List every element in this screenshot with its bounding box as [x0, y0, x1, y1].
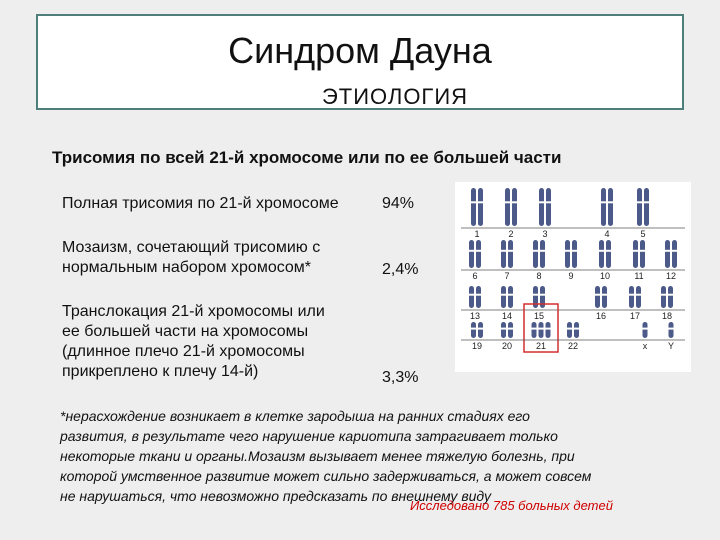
- centromere: [567, 328, 573, 330]
- chromosome-label: 2: [508, 229, 514, 239]
- chromatid: [505, 188, 510, 226]
- karyotype-image: [455, 182, 691, 372]
- chromatid: [669, 322, 674, 338]
- chromatid: [508, 286, 513, 308]
- chromatid: [661, 286, 666, 308]
- centromere: [512, 201, 518, 203]
- chromosome-label: 17: [629, 311, 641, 321]
- karyotype-figure: [455, 182, 691, 372]
- chromosome-label: 18: [661, 311, 673, 321]
- chromosome-label: 16: [595, 311, 607, 321]
- chromatid: [469, 240, 474, 268]
- centromere: [539, 201, 545, 203]
- chromosome-22: [567, 322, 580, 338]
- section-heading: Трисомия по всей 21-й хромосоме или по ее большей части: [52, 148, 562, 167]
- chromosome-2: [505, 188, 518, 226]
- chromatid: [633, 240, 638, 268]
- centromere: [642, 328, 648, 330]
- chromosome-label: 8: [536, 271, 542, 281]
- chromatid: [629, 286, 634, 308]
- centromere: [533, 294, 539, 296]
- chromatid: [640, 240, 645, 268]
- chromatid: [533, 240, 538, 268]
- chromosome-10: [599, 240, 612, 268]
- footnote-line: развития, в результате чего нарушение кариотипа затрагивает только: [60, 428, 558, 444]
- chromatid: [469, 286, 474, 308]
- centromere: [476, 250, 482, 252]
- chromosome-18: [661, 286, 674, 308]
- centromere: [538, 328, 544, 330]
- chromosome-1: [471, 188, 484, 226]
- centromere: [637, 201, 643, 203]
- centromere: [665, 250, 671, 252]
- chromosome-6: [469, 240, 482, 268]
- chromatid: [668, 286, 673, 308]
- chromatid: [471, 188, 476, 226]
- centromere: [540, 294, 546, 296]
- chromatid: [501, 322, 506, 338]
- row-value-mosaicism: 2,4%: [382, 261, 419, 278]
- chromosome-14: [501, 286, 514, 308]
- chromatid: [672, 240, 677, 268]
- centromere: [501, 294, 507, 296]
- centromere: [601, 201, 607, 203]
- chromatid: [539, 188, 544, 226]
- centromere: [545, 328, 551, 330]
- chromosome-label: 20: [501, 341, 513, 351]
- chromosome-9: [565, 240, 578, 268]
- chromosome-label: 10: [599, 271, 611, 281]
- centromere: [668, 294, 674, 296]
- chromatid: [508, 322, 513, 338]
- row-label-line: нормальным набором хромосом*: [62, 259, 312, 276]
- chromatid: [606, 240, 611, 268]
- chromosome-label: 7: [504, 271, 510, 281]
- chromosome-5: [637, 188, 650, 226]
- chromatid: [476, 286, 481, 308]
- row-value-full-trisomy: 94%: [382, 195, 415, 212]
- chromatid: [539, 322, 544, 338]
- slide-title: Синдром Дауна: [228, 30, 492, 71]
- chromatid: [501, 240, 506, 268]
- chromosome-label: 19: [471, 341, 483, 351]
- chromosome-label: 15: [533, 311, 545, 321]
- centromere: [661, 294, 667, 296]
- chromatid: [508, 240, 513, 268]
- row-label-full-trisomy: [62, 194, 339, 214]
- chromatid: [471, 322, 476, 338]
- chromatid: [644, 188, 649, 226]
- row-label-mosaicism: [62, 238, 320, 278]
- centromere: [508, 328, 514, 330]
- chromosome-label: 1: [474, 229, 480, 239]
- chromosome-label: 12: [665, 271, 677, 281]
- chromatid: [608, 188, 613, 226]
- chromatid: [478, 188, 483, 226]
- chromatid: [546, 188, 551, 226]
- chromatid: [565, 240, 570, 268]
- centromere: [533, 250, 539, 252]
- chromatid: [532, 322, 537, 338]
- chromosome-label: 5: [640, 229, 646, 239]
- chromosome-4: [601, 188, 614, 226]
- chromosome-8: [533, 240, 546, 268]
- chromatid: [636, 286, 641, 308]
- footnote-line: не нарушаться, что невозможно предсказать по внешнему виду: [60, 488, 491, 504]
- row-label-line: (длинное плечо 21-й хромосомы: [62, 343, 305, 360]
- centromere: [644, 201, 650, 203]
- chromosome-19: [471, 322, 484, 338]
- centromere: [501, 250, 507, 252]
- centromere: [599, 250, 605, 252]
- centromere: [640, 250, 646, 252]
- chromosome-x: [642, 322, 648, 338]
- chromosome-20: [501, 322, 514, 338]
- chromosome-12: [665, 240, 678, 268]
- centromere: [471, 201, 477, 203]
- centromere: [629, 294, 635, 296]
- row-label-translocation: [62, 302, 325, 382]
- centromere: [531, 328, 537, 330]
- chromatid: [476, 240, 481, 268]
- row-label-line: Полная трисомия по 21-й хромосоме: [62, 195, 339, 212]
- row-label-line: ее большей части на хромосомы: [62, 323, 309, 340]
- chromosome-17: [629, 286, 642, 308]
- chromatid: [602, 286, 607, 308]
- chromatid: [540, 240, 545, 268]
- centromere: [672, 250, 678, 252]
- centromere: [595, 294, 601, 296]
- chromosome-label: 21: [535, 341, 547, 351]
- chromatid: [665, 240, 670, 268]
- chromosome-label: 4: [604, 229, 610, 239]
- centromere: [546, 201, 552, 203]
- centromere: [565, 250, 571, 252]
- chromatid: [546, 322, 551, 338]
- chromosome-Y: [668, 322, 674, 338]
- chromosome-label: 22: [567, 341, 579, 351]
- chromosome-label: Y: [667, 341, 675, 351]
- centromere: [540, 250, 546, 252]
- centromere: [478, 328, 484, 330]
- footnote: [60, 406, 690, 506]
- chromosome-11: [633, 240, 646, 268]
- centromere: [508, 250, 514, 252]
- chromatid: [478, 322, 483, 338]
- row-label-line: Мозаизм, сочетающий трисомию с: [62, 239, 321, 256]
- chromatid: [595, 286, 600, 308]
- chromosome-label: 13: [469, 311, 481, 321]
- centromere: [572, 250, 578, 252]
- chromatid: [599, 240, 604, 268]
- footnote-line: которой умственное развитие может сильно задерживаться, а может совсем: [60, 468, 592, 484]
- centromere: [608, 201, 614, 203]
- chromatid: [567, 322, 572, 338]
- chromosome-label: 9: [568, 271, 574, 281]
- centromere: [469, 250, 475, 252]
- centromere: [469, 294, 475, 296]
- chromosome-label: 11: [634, 271, 644, 281]
- centromere: [505, 201, 511, 203]
- chromatid: [643, 322, 648, 338]
- chromosome-16: [595, 286, 608, 308]
- row-value-translocation: 3,3%: [382, 369, 419, 386]
- centromere: [668, 328, 674, 330]
- footnote-line: некоторые ткани и органы.Мозаизм вызывает менее тяжелую болезнь, при: [60, 448, 575, 464]
- centromere: [501, 328, 507, 330]
- row-label-line: Транслокация 21-й хромосомы или: [62, 303, 325, 320]
- chromatid: [501, 286, 506, 308]
- footnote-line: *нерасхождение возникает в клетке зародыша на ранних стадиях его: [60, 408, 530, 424]
- chromatid: [601, 188, 606, 226]
- centromere: [633, 250, 639, 252]
- chromosome-label: 6: [472, 271, 478, 281]
- centromere: [476, 294, 482, 296]
- chromosome-label: 14: [501, 311, 513, 321]
- chromatid: [512, 188, 517, 226]
- title-box: [36, 14, 684, 110]
- source-note: Исследовано 785 больных детей: [410, 498, 613, 513]
- centromere: [471, 328, 477, 330]
- chromosome-3: [539, 188, 552, 226]
- centromere: [606, 250, 612, 252]
- chromosome-21: [531, 322, 551, 338]
- row-label-line: прикреплено к плечу 14-й): [62, 363, 259, 380]
- chromosome-label: 3: [542, 229, 548, 239]
- chromatid: [572, 240, 577, 268]
- centromere: [574, 328, 580, 330]
- chromosome-7: [501, 240, 514, 268]
- chromosome-label: x: [642, 341, 648, 351]
- chromatid: [574, 322, 579, 338]
- centromere: [478, 201, 484, 203]
- centromere: [602, 294, 608, 296]
- centromere: [636, 294, 642, 296]
- chromosome-13: [469, 286, 482, 308]
- chromatid: [637, 188, 642, 226]
- centromere: [508, 294, 514, 296]
- slide-subtitle: ЭТИОЛОГИЯ: [321, 84, 469, 109]
